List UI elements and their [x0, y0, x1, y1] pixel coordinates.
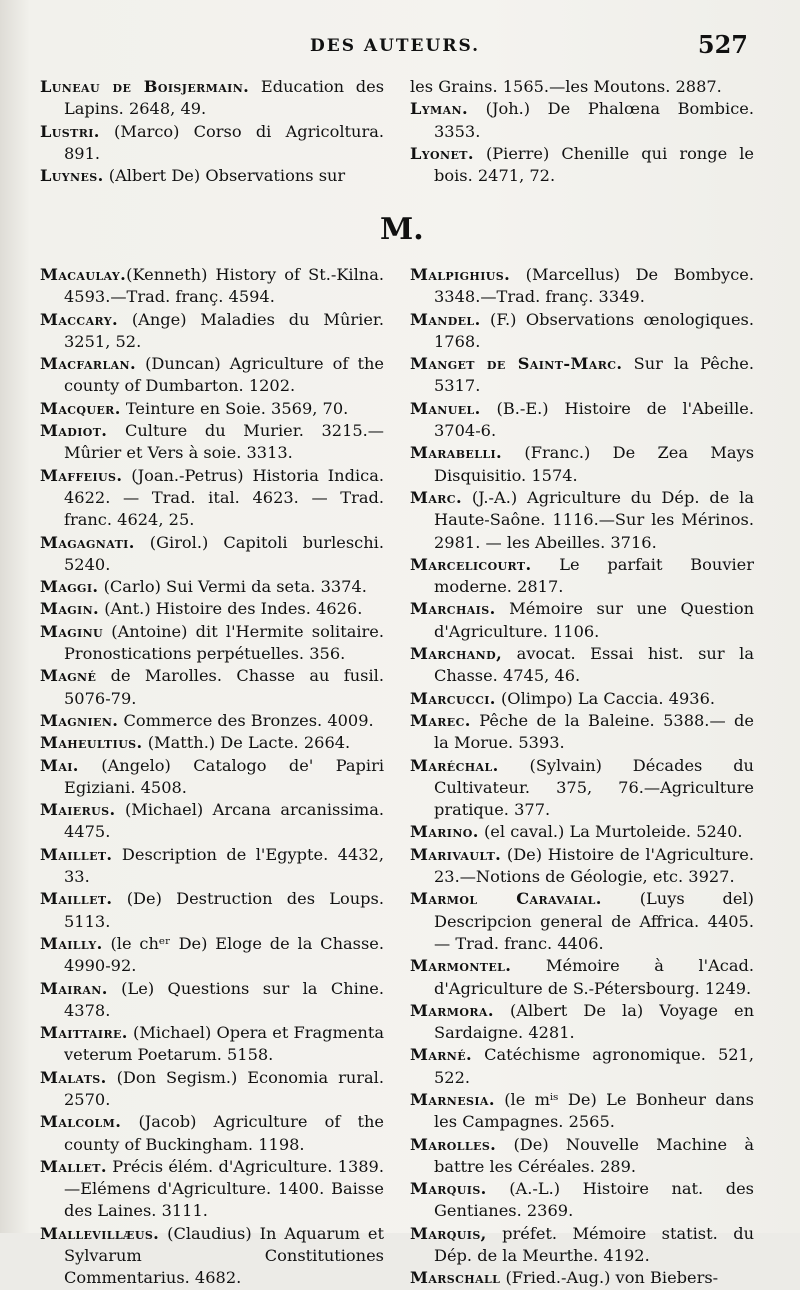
index-entry: [410, 955, 754, 1000]
entry-text: Précis élém. d'Agriculture. 1389.—Elémens d'Agriculture. 1400. Baisse des Laines. 3111.: [64, 1156, 384, 1221]
index-entry: [410, 643, 754, 688]
author-name: Marschall: [410, 1268, 501, 1288]
index-entry: [410, 598, 754, 643]
entry-text: (Ant.) Histoire des Indes. 4626.: [99, 599, 363, 619]
entry-text: (J.-A.) Agriculture du Dép. de la Haute-Saône. 1116.—Sur les Mérinos. 2981. — les Abeilles. 3716.: [434, 487, 754, 552]
index-entry: [40, 732, 384, 754]
index-entry: [40, 888, 384, 933]
index-entry: [40, 665, 384, 710]
author-name: Marolles.: [410, 1134, 497, 1154]
index-entry: [410, 98, 754, 143]
author-name: Lyonet.: [410, 143, 474, 163]
index-entry: [40, 1111, 384, 1156]
index-entry: [40, 532, 384, 577]
page-number: 527: [697, 30, 748, 59]
index-entry: [40, 1067, 384, 1112]
author-name: Lyman.: [410, 99, 469, 119]
entry-text: (le mⁱˢ De) Le Bonheur dans les Campagnes. 2565.: [434, 1089, 754, 1132]
index-entry: [40, 844, 384, 889]
index-entry: [410, 821, 754, 843]
entry-text: (De) Nouvelle Machine à battre les Céréales. 289.: [434, 1134, 754, 1176]
entry-text: (Antoine) dit l'Hermite solitaire. Pronostications perpétuelles. 356.: [64, 621, 384, 664]
right-index-column: [410, 264, 754, 1290]
entry-text: préfet. Mémoire statist. du Dép. de la Meurthe. 4192.: [434, 1223, 754, 1266]
index-entry: [40, 309, 384, 354]
author-name: Marné.: [410, 1045, 473, 1065]
index-entry: [40, 76, 384, 121]
author-name: Malpighius.: [410, 265, 511, 284]
entry-text: Description de l'Egypte. 4432, 33.: [64, 844, 384, 887]
author-name: Madiot.: [40, 421, 108, 441]
entry-text: (Duncan) Agriculture of the county of Dumbarton. 1202.: [64, 354, 384, 396]
entry-text: (Franc.) De Zea Mays Disquisitio. 1574.: [434, 443, 754, 485]
index-entry: [410, 554, 754, 599]
author-name: Maittaire.: [40, 1023, 128, 1043]
author-name: Marquis,: [410, 1223, 487, 1243]
author-name: Marmontel.: [410, 956, 512, 976]
author-name: Maggi.: [40, 577, 99, 597]
index-entry: [410, 688, 754, 710]
author-name: Macaulay.: [40, 265, 127, 284]
author-name: Maccary.: [40, 309, 118, 329]
author-name: Luynes.: [40, 166, 104, 186]
author-name: Mallevillæus.: [40, 1223, 160, 1243]
author-name: Maffeius.: [40, 465, 123, 485]
author-name: Maierus.: [40, 800, 116, 820]
index-entry: [410, 442, 754, 487]
author-name: Maillet.: [40, 844, 113, 864]
index-entry: [40, 576, 384, 598]
index-entry: [40, 1022, 384, 1067]
entry-text: Education des Lapins. 2648, 49.: [64, 77, 385, 119]
author-name: Malcolm.: [40, 1112, 122, 1132]
entry-text: (Michael) Opera et Fragmenta veterum Poetarum. 5158.: [64, 1023, 384, 1065]
author-name: Mandel.: [410, 309, 481, 329]
author-name: Luneau de Boisjermain.: [40, 77, 250, 96]
index-entry: [40, 755, 384, 800]
index-entry: [40, 799, 384, 844]
top-left-column: [40, 76, 384, 187]
entry-text: (Angelo) Catalogo de' Papiri Egiziani. 4508.: [64, 755, 384, 797]
entry-text: (Claudius) In Aquarum et Sylvarum Constitutiones Commentarius. 4682.: [64, 1223, 384, 1288]
author-name: Marmol Caravaial.: [410, 889, 602, 909]
entry-text: (A.-L.) Histoire nat. des Gentianes. 2369.: [434, 1179, 754, 1221]
entry-text: (Girol.) Capitoli burleschi. 5240.: [64, 532, 384, 574]
top-right-column: [410, 76, 754, 187]
entry-text: Catéchisme agronomique. 521, 522.: [434, 1045, 754, 1087]
author-name: Marchand,: [410, 644, 503, 664]
index-entry: [410, 888, 754, 955]
author-name: Macfarlan.: [40, 354, 137, 374]
author-name: Marmora.: [410, 1000, 494, 1020]
author-name: Marnesia.: [410, 1089, 495, 1109]
entry-text: Le parfait Bouvier moderne. 2817.: [434, 554, 754, 597]
index-entry: [40, 165, 384, 187]
entry-text: Culture du Murier. 3215.— Mûrier et Vers à soie. 3313.: [64, 421, 384, 463]
author-name: Malats.: [40, 1067, 107, 1087]
index-entry: [40, 598, 384, 620]
author-name: Maréchal.: [410, 755, 499, 775]
author-name: Marino.: [410, 822, 479, 842]
author-name: Marcucci.: [410, 688, 496, 708]
index-entry: [410, 264, 754, 309]
index-entry: [410, 1223, 754, 1268]
index-entry: [40, 621, 384, 666]
author-name: Mallet.: [40, 1156, 107, 1176]
index-entry: [410, 1178, 754, 1223]
index-entry: [40, 710, 384, 732]
entry-text: (Joh.) De Phalœna Bombice. 3353.: [434, 99, 754, 141]
author-name: Maheultius.: [40, 733, 143, 753]
author-name: Magagnati.: [40, 532, 135, 552]
author-name: Marivault.: [410, 844, 502, 864]
entry-text: (Don Segism.) Economia rural. 2570.: [64, 1067, 384, 1109]
entry-text: (Kenneth) History of St.-Kilna. 4593.—Trad. franç. 4594.: [64, 265, 384, 307]
entry-text: Teinture en Soie. 3569, 70.: [120, 398, 349, 418]
index-entry: [410, 487, 754, 554]
entry-text: (Pierre) Chenille qui ronge le bois. 2471, 72.: [434, 143, 754, 186]
entry-text: (Ange) Maladies du Mûrier. 3251, 52.: [64, 309, 384, 351]
author-name: Marec.: [410, 710, 471, 730]
entry-text: (el caval.) La Murtoleide. 5240.: [478, 822, 743, 842]
entry-text: (B.-E.) Histoire de l'Abeille. 3704-6.: [434, 398, 754, 441]
entry-text: Mémoire sur une Question d'Agriculture. 1106.: [434, 599, 754, 641]
entry-text: (De) Histoire de l'Agriculture. 23.—Notions de Géologie, etc. 3927.: [434, 844, 754, 887]
index-entry: [410, 1089, 754, 1134]
index-entry: [410, 1044, 754, 1089]
entry-text: Sur la Pêche. 5317.: [434, 354, 754, 396]
author-name: Magnien.: [40, 710, 119, 730]
index-entry: [40, 420, 384, 465]
index-entry: [410, 1267, 754, 1289]
author-name: Marchais.: [410, 599, 496, 619]
index-entry: [40, 933, 384, 978]
index-entry: [410, 1000, 754, 1045]
index-entry: [40, 978, 384, 1023]
entry-text: (Olimpo) La Caccia. 4936.: [495, 688, 716, 708]
author-name: Lustri.: [40, 121, 100, 141]
index-entry: [410, 1134, 754, 1179]
entry-text: (Sylvain) Décades du Cultivateur. 375, 76.—Agriculture pratique. 377.: [434, 755, 754, 820]
index-entry: [410, 844, 754, 889]
entry-text: avocat. Essai hist. sur la Chasse. 4745, 46.: [434, 644, 754, 686]
author-name: Manget de Saint-Marc.: [410, 354, 623, 374]
entry-text: (le chᵉʳ De) Eloge de la Chasse. 4990-92.: [64, 933, 384, 976]
entry-text: Pêche de la Baleine. 5388.— de la Morue. 5393.: [434, 710, 754, 753]
index-entry: [40, 1156, 384, 1223]
entry-text: (Le) Questions sur la Chine. 4378.: [64, 978, 384, 1020]
entry-text: (Carlo) Sui Vermi da seta. 3374.: [98, 577, 367, 597]
author-name: Mailly.: [40, 933, 103, 953]
author-name: Marabelli.: [410, 443, 503, 463]
index-entry: [40, 465, 384, 532]
entry-text: (Matth.) De Lacte. 2664.: [142, 733, 351, 753]
author-name: Mai.: [40, 755, 79, 775]
index-entry: [410, 755, 754, 822]
index-entry: [40, 353, 384, 398]
author-name: Manuel.: [410, 398, 481, 418]
index-entry: [410, 353, 754, 398]
entry-text: (Luys del) Descripcion general de Affrica. 4405.— Trad. franc. 4406.: [434, 889, 754, 953]
entry-text: (Michael) Arcana arcanissima. 4475.: [64, 800, 384, 842]
entry-text: les Grains. 1565.—les Moutons. 2887.: [410, 77, 722, 96]
author-name: Marquis.: [410, 1179, 487, 1199]
index-entry: [40, 121, 384, 166]
author-name: Magin.: [40, 599, 100, 619]
author-name: Marc.: [410, 487, 462, 507]
entry-text: (Jacob) Agriculture of the county of Buckingham. 1198.: [64, 1112, 384, 1154]
entry-text: (Joan.-Petrus) Historia Indica. 4622. — Trad. ital. 4623. — Trad. franc. 4624, 25.: [64, 465, 384, 530]
section-heading: M.: [380, 212, 424, 247]
entry-text: Mémoire à l'Acad. d'Agriculture de S.-Pétersbourg. 1249.: [434, 956, 754, 998]
index-entry: [410, 143, 754, 188]
entry-text: de Marolles. Chasse au fusil. 5076-79.: [64, 666, 384, 708]
index-entry: [40, 264, 384, 309]
index-entry: [410, 309, 754, 354]
index-entry: [410, 398, 754, 443]
entry-text: (F.) Observations œnologiques. 1768.: [434, 309, 754, 351]
author-name: Maillet.: [40, 889, 113, 909]
index-entry: [40, 398, 384, 420]
author-name: Magné: [40, 666, 97, 686]
entry-text: (Fried.-Aug.) von Biebers-: [500, 1268, 719, 1288]
author-name: Macquer.: [40, 398, 121, 418]
entry-text: Commerce des Bronzes. 4009.: [118, 710, 374, 730]
author-name: Mairan.: [40, 978, 108, 998]
index-entry: [410, 710, 754, 755]
entry-text: (Albert De la) Voyage en Sardaigne. 4281.: [434, 1000, 754, 1043]
index-entry: [410, 76, 754, 98]
entry-text: (Marcellus) De Bombyce. 3348.—Trad. franç. 3349.: [434, 265, 754, 307]
entry-text: (Albert De) Observations sur: [103, 166, 346, 186]
author-name: Marcelicourt.: [410, 554, 532, 574]
running-title: DES AUTEURS.: [310, 36, 481, 56]
entry-text: (Marco) Corso di Agricoltura. 891.: [64, 121, 384, 163]
left-index-column: [40, 264, 384, 1290]
author-name: Maginu: [40, 621, 104, 641]
entry-text: (De) Destruction des Loups. 5113.: [64, 889, 384, 931]
